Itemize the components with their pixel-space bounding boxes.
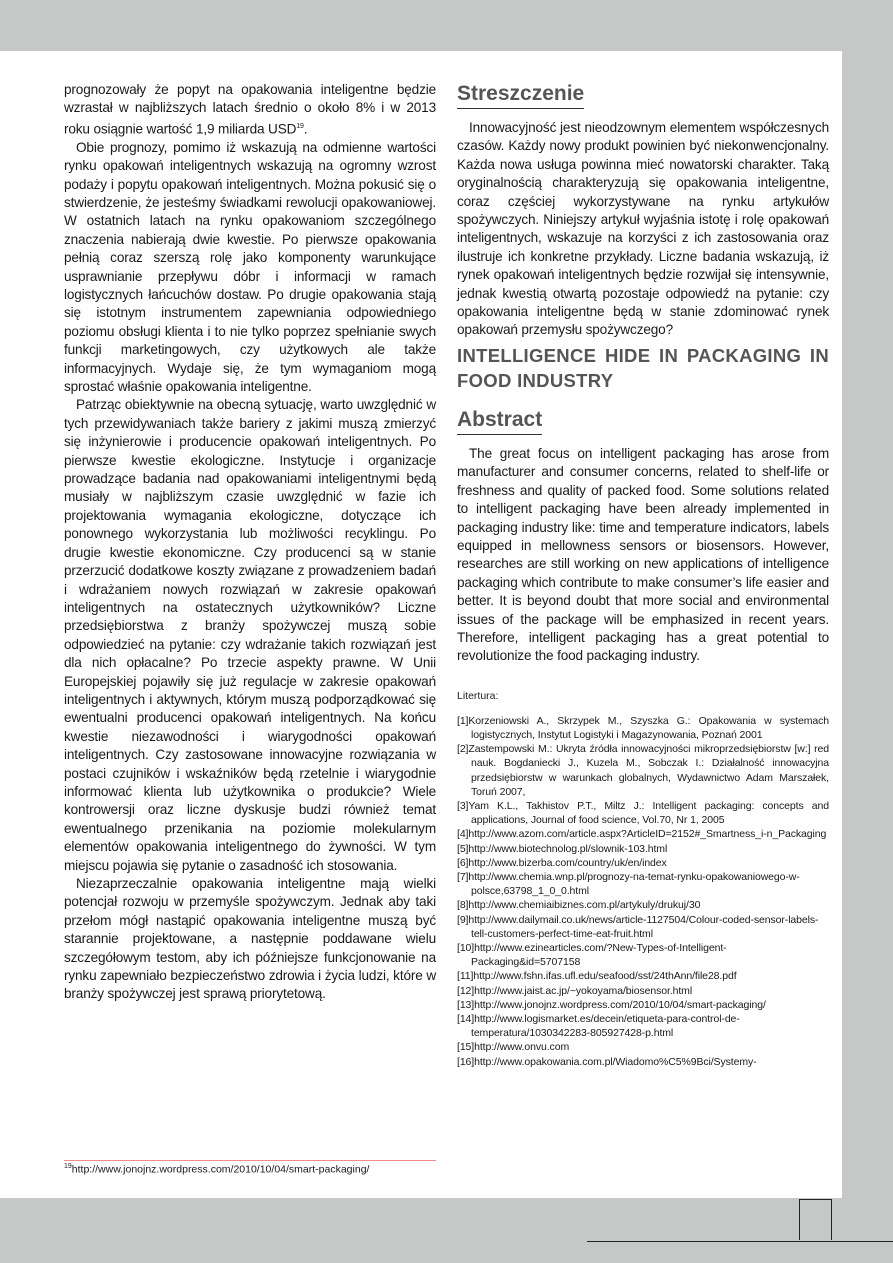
abstract-text: The great focus on intelligent packaging has arose from manufacturer and consumer concerns, related to shelf-life or freshness and quality of packed food. Some solutions related to intelligent packaging have been already implemented in packaging industry like: time and temperature indicators, labels equipped in mellowness sensors or biosensors. However, researches are still working on new applications of intelligence packaging which contribute to make consumer’s life easier and better. It is beyond doubt that more social and environmental issues of the package will be emphasized in recent years. Therefore, intelligent packaging has a great potential to revolutionize the food packaging industry. bbox=[457, 445, 829, 664]
reference-link[interactable]: [10]http://www.ezinearticles.com/?New-Types-of-Intelligent-Packaging&id=5707158 bbox=[457, 942, 727, 969]
reference-link[interactable]: [8]http://www.chemiaibiznes.com.pl/artykuly/drukuj/30 bbox=[457, 899, 701, 912]
left-column bbox=[64, 81, 436, 1004]
reference-link[interactable]: [12]http://www.jaist.ac.jp/~yokoyama/biosensor.html bbox=[457, 984, 693, 997]
reference-link[interactable]: [5]http://www.biotechnolog.pl/slownik-103.html bbox=[457, 842, 668, 855]
reference-link[interactable]: [7]http://www.chemia.wnp.pl/prognozy-na-temat-rynku-opakowaniowego-w-polsce,63798_1_0_0.html bbox=[457, 870, 800, 898]
footnote-divider bbox=[64, 1160, 436, 1161]
right-column bbox=[457, 81, 829, 1069]
reference-link[interactable]: [4]http://www.azom.com/article.aspx?ArticleID=2152#_Smartness_i-n_Packaging bbox=[457, 828, 827, 841]
paragraph-forecast bbox=[64, 81, 436, 139]
reference-item: [2]Zastempowski M.: Ukryta źródła innowacyjności mikroprzedsiębiorstw [w:] red nauk. Bogdaniecki J., Kuzela M., Sobczak I.: Działalność innowacyjna przedsiębiorstw w warunkach globalnych, Wydawnictwo Adam Marszałek, Toruń 2007, bbox=[457, 743, 829, 798]
reference-item: [1]Korzeniowski A., Skrzypek M., Szyszka G.: Opakowania w systemach logistycznych, Instytut Logistyki i Magazynowania, Poznań 2001 bbox=[457, 714, 829, 741]
footnote-link[interactable]: http://www.jonojnz.wordpress.com/2010/10/04/smart-packaging/ bbox=[71, 1163, 370, 1176]
streszczenie-text: Innowacyjność jest nieodzownym elementem współczesnych czasów. Każdy nowy produkt powinien być niekonwencjonalny. Każda nowa usługa powinna mieć nowatorski charakter. Taką oryginalnością charakteryzują się opakowania inteligentne, coraz częściej wykorzystywane na rynku artykułów spożywczych. Niniejszy artykuł wyjaśnia istotę i rolę opakowań inteligentnych, wskazuje na korzyści z ich zastosowania oraz ilustruje ich konkretne przykłady. Liczne badania wskazują, iż rynek opakowań inteligentnych będzie rozwijał się intensywnie, jednak kwestią otwartą pozostaje odpowiedź na pytanie: czy opakowania inteligentne będą w stanie zdominować rynek opakowań przemysłu spożywczego? bbox=[457, 120, 829, 338]
bottom-rule bbox=[587, 1241, 893, 1242]
reference-link[interactable]: [6]http://www.bizerba.com/country/uk/en/index bbox=[457, 856, 667, 869]
paragraph-end: . bbox=[303, 121, 308, 137]
literature-label: Litertura: bbox=[457, 689, 499, 702]
paragraph-barriers: Patrząc obiektywnie na obecną sytuację, warto uwzględnić w tych przewidywaniach także bariery z jakimi muszą zmierzyć się inżynierowie i producencie opakowań inteligentnych. Po pierwsze kwestie ekologiczne. Instytucje i organizacje prowadzące badania nad opakowaniami inteligentnymi będą musiały w najbliższym czasie uwzględnić w fazie ich projektowania wymagania ekologiczne, dotyczące ich ponownego wykorzystania lub możliwości recyklingu. Po drugie kwestie ekonomiczne. Czy producenci są w stanie przerzucić dodatkowe koszty związane z prowadzeniem badań i wdrażaniem nowych rozwiązań w zakresie opakowań inteligentnych na ostatecznych użytkowników? Liczne przedsiębiorstwa z branży spożywczej muszą sobie odpowiedzieć na pytanie: czy wdrażanie takich rozwiązań jest dla nich opłacalne? Po trzecie aspekty prawne. W Unii Europejskiej pojawiły się już regulacje w zakresie opakowań inteligentnych i aktywnych, którym muszą podporządkować się ewentualni producenci opakowań inteligentnych. Na końcu kwestie niezawodności i wiarygodności opakowań inteligentnych. Czy zastosowane innowacyjne rozwiązania w postaci czujników i wskaźników będą rzetelnie i wiarygodnie informować klienta lub użytkownika o produkcie? Wiele kontrowersji oraz liczne dyskusje budzi również temat ewentualnego przenikania na poziomie molekularnym elementów opakowania inteligentnego do żywności. W tym miejscu pojawia się pytanie o zasadność ich stosowania. bbox=[64, 397, 436, 873]
reference-item: [3]Yam K.L., Takhistov P.T., Miltz J.: Intelligent packaging: concepts and applications, Journal of food science, Vol.70, Nr 1, 2005 bbox=[457, 799, 829, 827]
reference-list bbox=[457, 714, 829, 1069]
reference-link[interactable]: [14]http://www.logismarket.es/decein/etiqueta-para-control-de-temperatura/1030342283-805927428-p.html bbox=[457, 1013, 740, 1040]
footnote-reference[interactable]: 19 bbox=[296, 122, 304, 130]
footnote bbox=[64, 1163, 369, 1176]
footnote-number: 19 bbox=[64, 1163, 72, 1170]
abstract-heading: Abstract bbox=[457, 407, 542, 435]
page-number-box bbox=[799, 1199, 832, 1240]
english-title: INTELLIGENCE HIDE IN PACKAGING IN FOOD INDUSTRY bbox=[457, 344, 829, 391]
paragraph-prognoses: Obie prognozy, pomimo iż wskazują na odmienne wartości rynku opakowań inteligentnych wskazują na ogromny wzrost podaży i popytu opakowań inteligentnych. Można pokusić się o stwierdzenie, że jesteśmy świadkami rewolucji opakowaniowej. W ostatnich latach na rynku opakowaniom szczególnego znaczenia nabierają dwie kwestie. Po pierwsze opakowania pełnią coraz szerszą rolę jako komponenty warunkujące usprawnianie przepływu dóbr i informacji w ramach logistycznych łańcuchów dostaw. Po drugie opakowania stają się istotnym instrumentem zapewniania odpowiedniego poziomu obsługi klienta i to nie tylko poprzez spełnianie swych funkcji marketingowych, czy użytkowych ale także informacyjnych. Wydaje się, że tym wymaganiom mogą sprostać właśnie opakowania inteligentne. bbox=[64, 139, 436, 395]
reference-link[interactable]: [11]http://www.fshn.ifas.ufl.edu/seafood/sst/24thAnn/file28.pdf bbox=[457, 970, 737, 983]
reference-link[interactable]: [13]http://www.jonojnz.wordpress.com/2010/10/04/smart-packaging/ bbox=[457, 998, 766, 1011]
document-page bbox=[0, 51, 842, 1198]
streszczenie-heading: Streszczenie bbox=[457, 81, 584, 109]
paragraph-conclusion: Niezaprzeczalnie opakowania inteligentne mają wielki potencjał rozwoju w przemyśle spożywczym. Jednak aby taki przełom mógł nastąpić opakowania inteligentne muszą być starannie projektowane, a następnie poddawane wielu szczegółowym testom, aby ich późniejsze funkcjonowanie na rynku zapewniało bezpieczeństwo zdrowia i życia ludzi, które w branży spożywczej jest sprawą priorytetową. bbox=[64, 876, 436, 1002]
reference-link[interactable]: [16]http://www.opakowania.com.pl/Wiadomo%C5%9Bci/Systemy- bbox=[457, 1055, 757, 1068]
paragraph-text: prognozowały że popyt na opakowania inteligentne będzie wzrastał w najbliższych latach średnio o około 8% i w 2013 roku osiągnie wartość 1,9 miliarda USD bbox=[64, 82, 436, 137]
reference-link[interactable]: [15]http://www.onvu.com bbox=[457, 1041, 570, 1054]
reference-link[interactable]: [9]http://www.dailymail.co.uk/news/article-1127504/Colour-coded-sensor-labels-tell-customers-perfect-time-eat-fruit.html bbox=[457, 913, 819, 940]
